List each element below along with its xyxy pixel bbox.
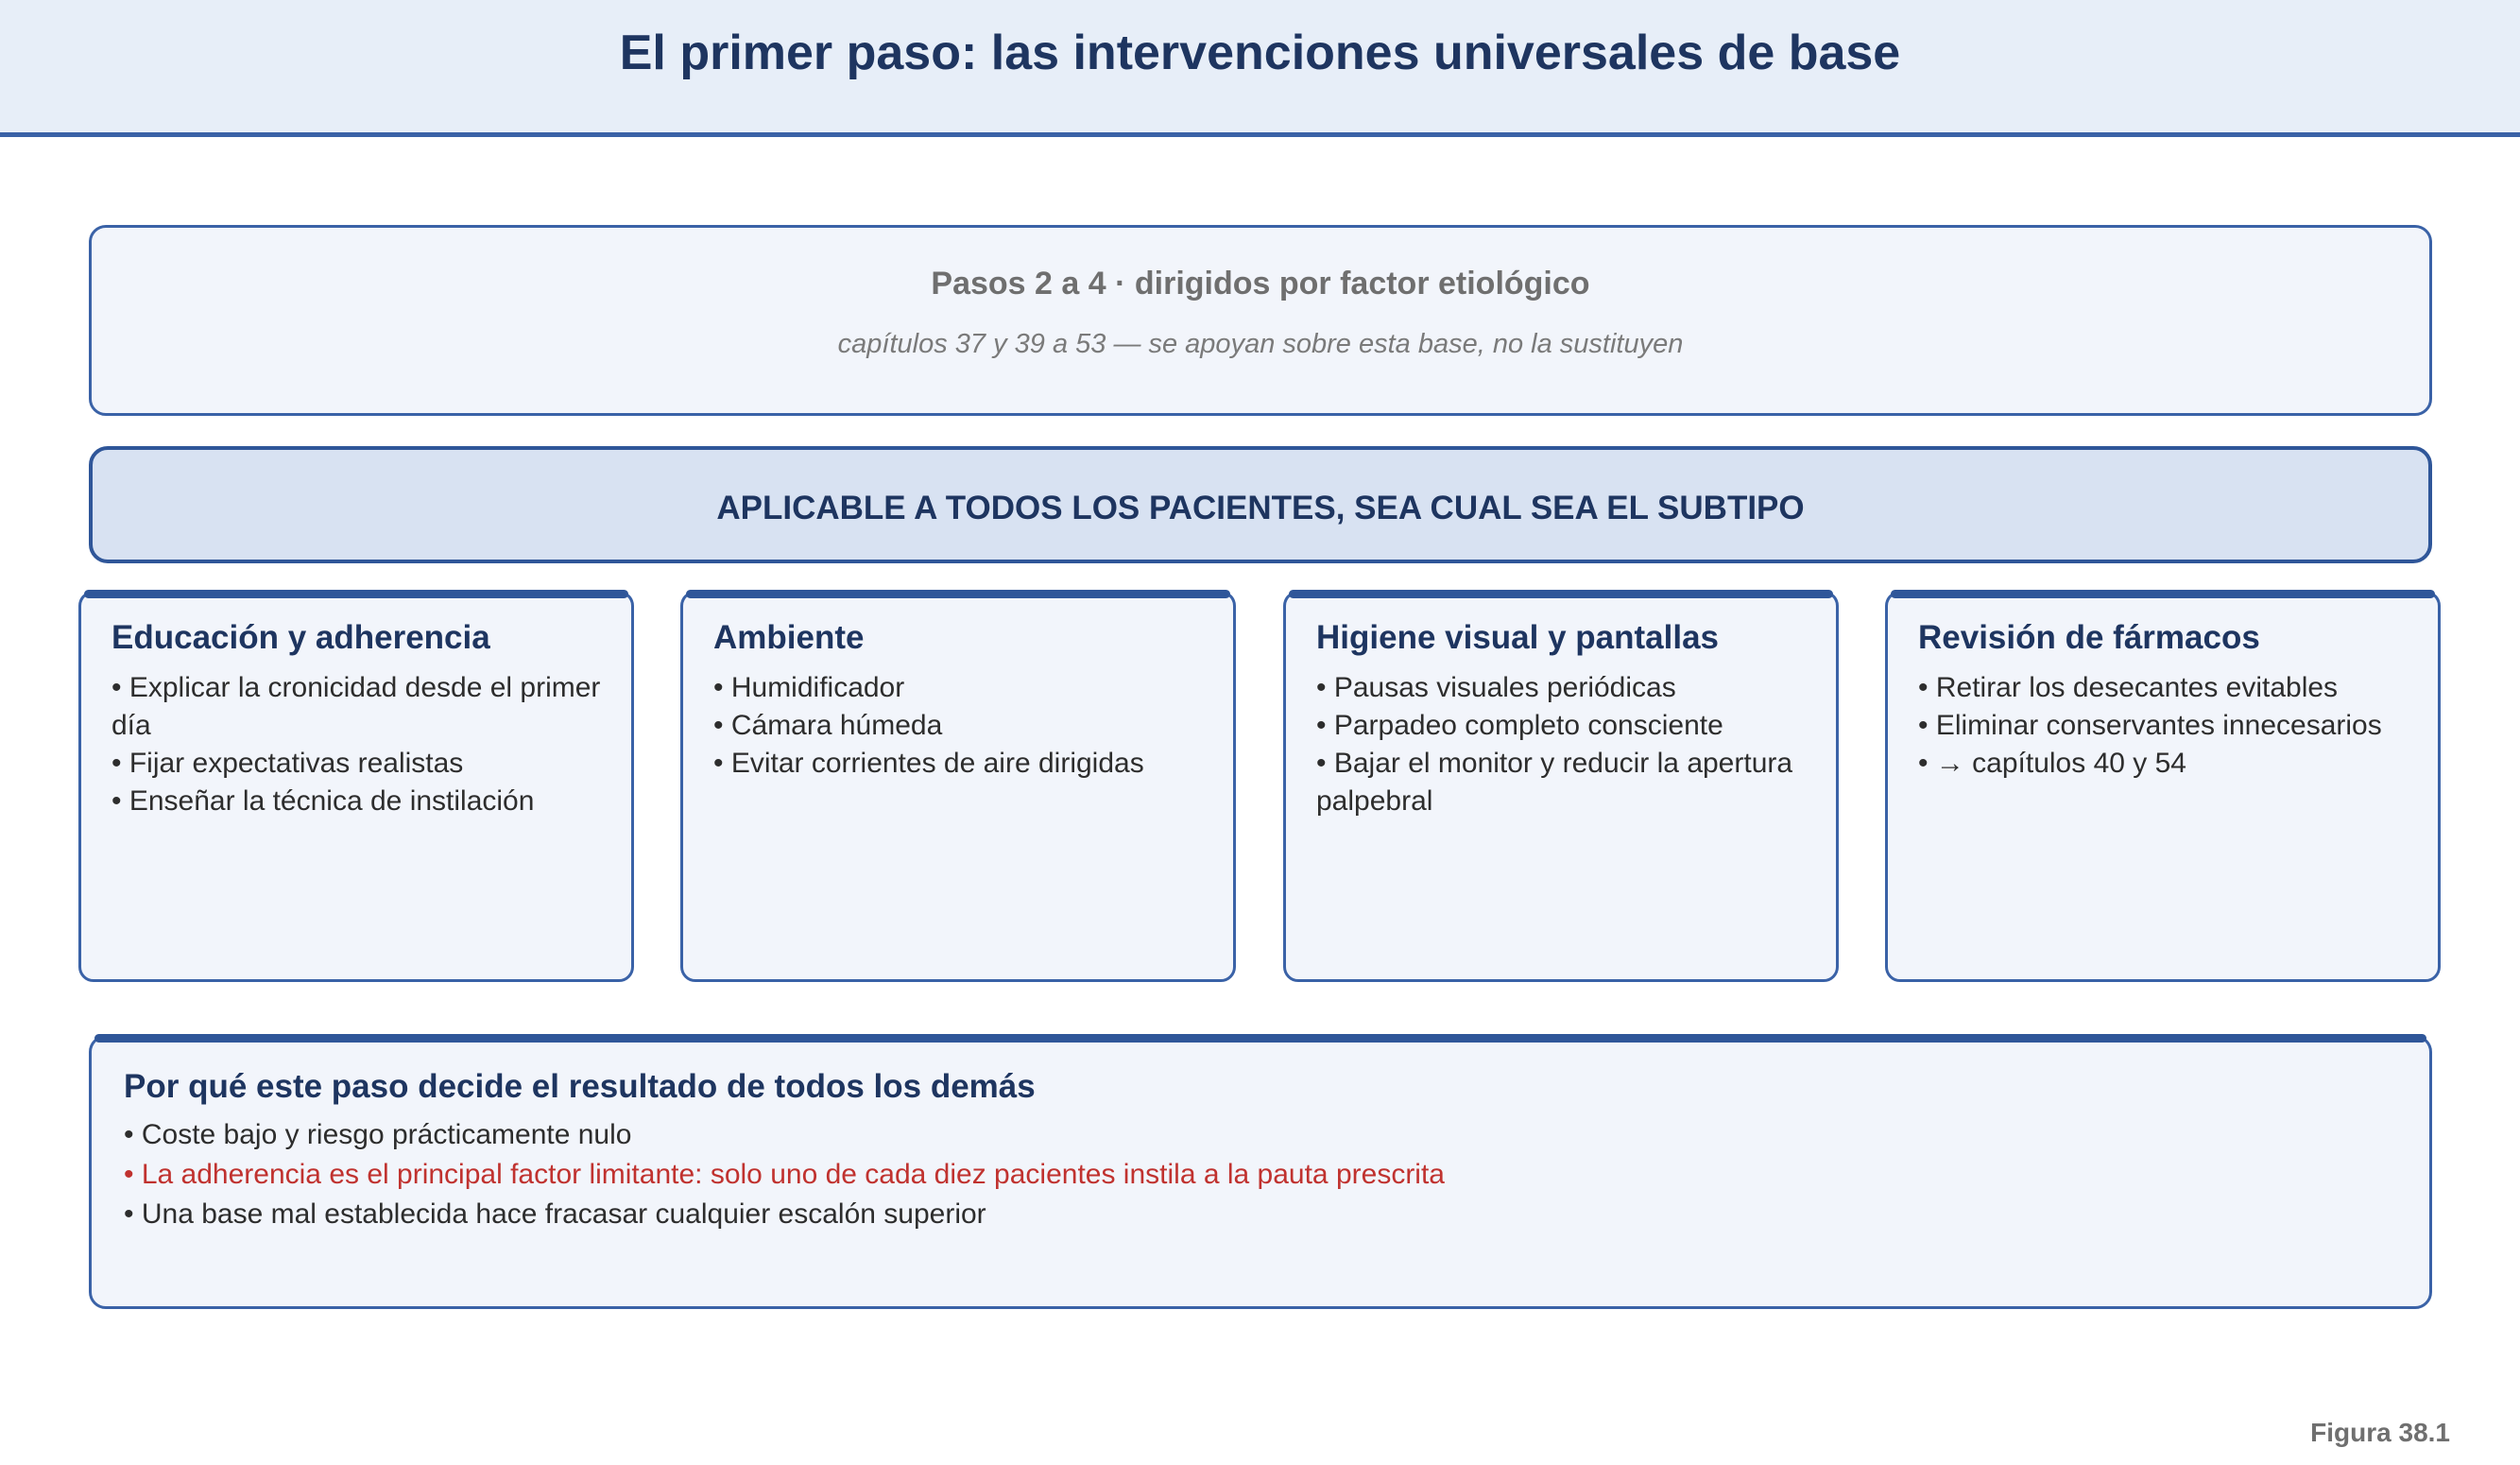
figure-label: Figura 38.1 <box>2310 1418 2450 1447</box>
list-item-highlighted: • La adherencia es el principal factor limitante: solo uno de cada diez pacientes instila a la pauta prescrita <box>124 1159 1445 1190</box>
card-list <box>713 669 1214 783</box>
subsequent-steps-heading: Pasos 2 a 4 · dirigidos por factor etiológico <box>931 266 1590 302</box>
card-visual-hygiene <box>1283 591 1839 982</box>
card-list <box>1918 669 2419 783</box>
list-item: • Coste bajo y riesgo prácticamente nulo <box>124 1119 632 1150</box>
list-item: • Evitar corrientes de aire dirigidas <box>713 748 1144 779</box>
list-item: • Parpadeo completo consciente <box>1316 710 1723 741</box>
list-item: • Una base mal establecida hace fracasar cualquier escalón superior <box>124 1198 986 1230</box>
card-list <box>1316 669 1817 820</box>
list-item: • Retirar los desecantes evitables <box>1918 672 2339 703</box>
applicability-band <box>89 446 2432 563</box>
list-item: • Bajar el monitor y reducir la apertura palpebral <box>1316 748 1793 817</box>
applicability-label: APLICABLE A TODOS LOS PACIENTES, SEA CUAL SEA EL SUBTIPO <box>716 490 1805 526</box>
list-item: • Cámara húmeda <box>713 710 943 741</box>
rationale-title: Por qué este paso decide el resultado de todos los demás <box>124 1068 1036 1105</box>
list-item: • Eliminar conservantes innecesarios <box>1918 710 2382 741</box>
rationale-box <box>89 1035 2432 1309</box>
page-title: El primer paso: las intervenciones universales de base <box>619 26 1901 80</box>
card-title: Higiene visual y pantallas <box>1316 619 1719 656</box>
card-education <box>78 591 634 982</box>
card-environment <box>680 591 1236 982</box>
list-item: • → capítulos 40 y 54 <box>1918 748 2186 779</box>
rationale-list <box>124 1115 2391 1234</box>
card-list <box>111 669 612 820</box>
card-drug-review <box>1885 591 2441 982</box>
list-item: • Pausas visuales periódicas <box>1316 672 1676 703</box>
list-item: • Fijar expectativas realistas <box>111 748 464 779</box>
card-title: Revisión de fármacos <box>1918 619 2260 656</box>
card-title: Educación y adherencia <box>111 619 490 656</box>
subsequent-steps-subtitle: capítulos 37 y 39 a 53 — se apoyan sobre esta base, no la sustituyen <box>837 329 1684 359</box>
list-item: • Enseñar la técnica de instilación <box>111 785 535 817</box>
card-title: Ambiente <box>713 619 865 656</box>
list-item: • Explicar la cronicidad desde el primer día <box>111 672 601 741</box>
subsequent-steps-box <box>89 225 2432 416</box>
header-bar <box>0 0 2520 137</box>
list-item: • Humidificador <box>713 672 905 703</box>
